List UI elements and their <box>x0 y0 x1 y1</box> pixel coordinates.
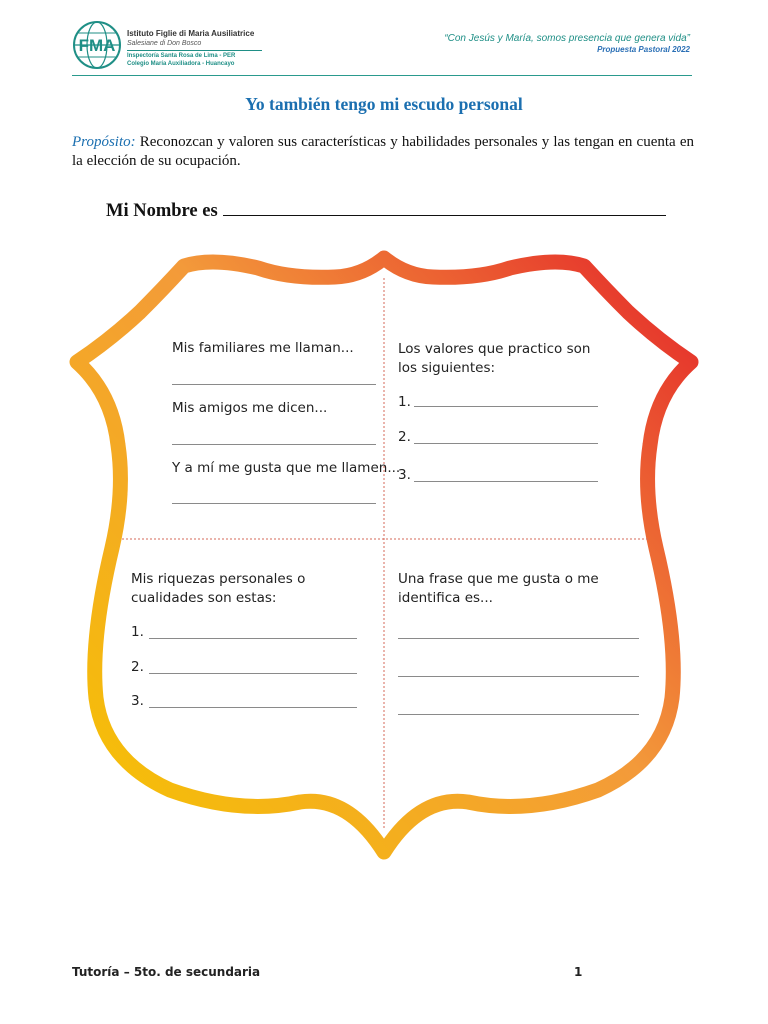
q-phrase-line1: Una frase que me gusta o me <box>398 571 599 587</box>
q-qualities-line2: cualidades son estas: <box>131 590 277 606</box>
q-phrase-line2: identifica es... <box>398 590 493 606</box>
item-number: 1. <box>398 394 411 410</box>
item-number: 3. <box>398 467 411 483</box>
org-name: Istituto Figlie di Maria Ausiliatrice <box>127 29 255 38</box>
answer-line[interactable] <box>414 443 598 444</box>
answer-line[interactable] <box>149 673 357 674</box>
answer-line[interactable] <box>172 503 376 504</box>
answer-line[interactable] <box>149 707 357 708</box>
q-preferred-name: Y a mí me gusta que me llamen... <box>172 460 401 476</box>
answer-line[interactable] <box>172 384 376 385</box>
answer-line[interactable] <box>398 714 639 715</box>
logo-mark: FMA <box>78 36 116 55</box>
q-values-line1: Los valores que practico son <box>398 341 591 357</box>
purpose-paragraph: Propósito: Reconozcan y valoren sus características y habilidades personales y las tengan en cuenta en la elección de su ocupación. <box>72 134 694 169</box>
footer-course: Tutoría – 5to. de secundaria <box>72 965 261 979</box>
inspectorate-name: Inspectoría Santa Rosa de Lima - PER <box>127 53 236 59</box>
page-number: 1 <box>574 965 583 979</box>
answer-line[interactable] <box>398 638 639 639</box>
answer-line[interactable] <box>398 676 639 677</box>
answer-line[interactable] <box>172 444 376 445</box>
item-number: 3. <box>131 693 144 709</box>
answer-line[interactable] <box>414 481 598 482</box>
answer-line[interactable] <box>149 638 357 639</box>
page-title: Yo también tengo mi escudo personal <box>245 94 523 114</box>
q-family-names: Mis familiares me llaman... <box>172 340 354 356</box>
q-values-line2: los siguientes: <box>398 360 496 376</box>
item-number: 2. <box>131 659 144 675</box>
purpose-text: Reconozcan y valoren sus características y habilidades personales y las tengan en cuenta en la elección de su ocupación. <box>72 134 694 169</box>
q-friends-names: Mis amigos me dicen... <box>172 400 328 416</box>
org-subtitle: Salesiane di Don Bosco <box>127 40 202 47</box>
motto-quote: “Con Jesús y María, somos presencia que genera vida” <box>444 33 690 44</box>
item-number: 2. <box>398 429 411 445</box>
name-prompt: Mi Nombre es <box>106 201 218 221</box>
q-qualities-line1: Mis riquezas personales o <box>131 571 306 587</box>
pastoral-proposal: Propuesta Pastoral 2022 <box>597 45 690 54</box>
answer-line[interactable] <box>414 406 598 407</box>
item-number: 1. <box>131 624 144 640</box>
purpose-label: Propósito <box>72 134 131 150</box>
school-name: Colegio María Auxiliadora - Huancayo <box>127 61 235 67</box>
